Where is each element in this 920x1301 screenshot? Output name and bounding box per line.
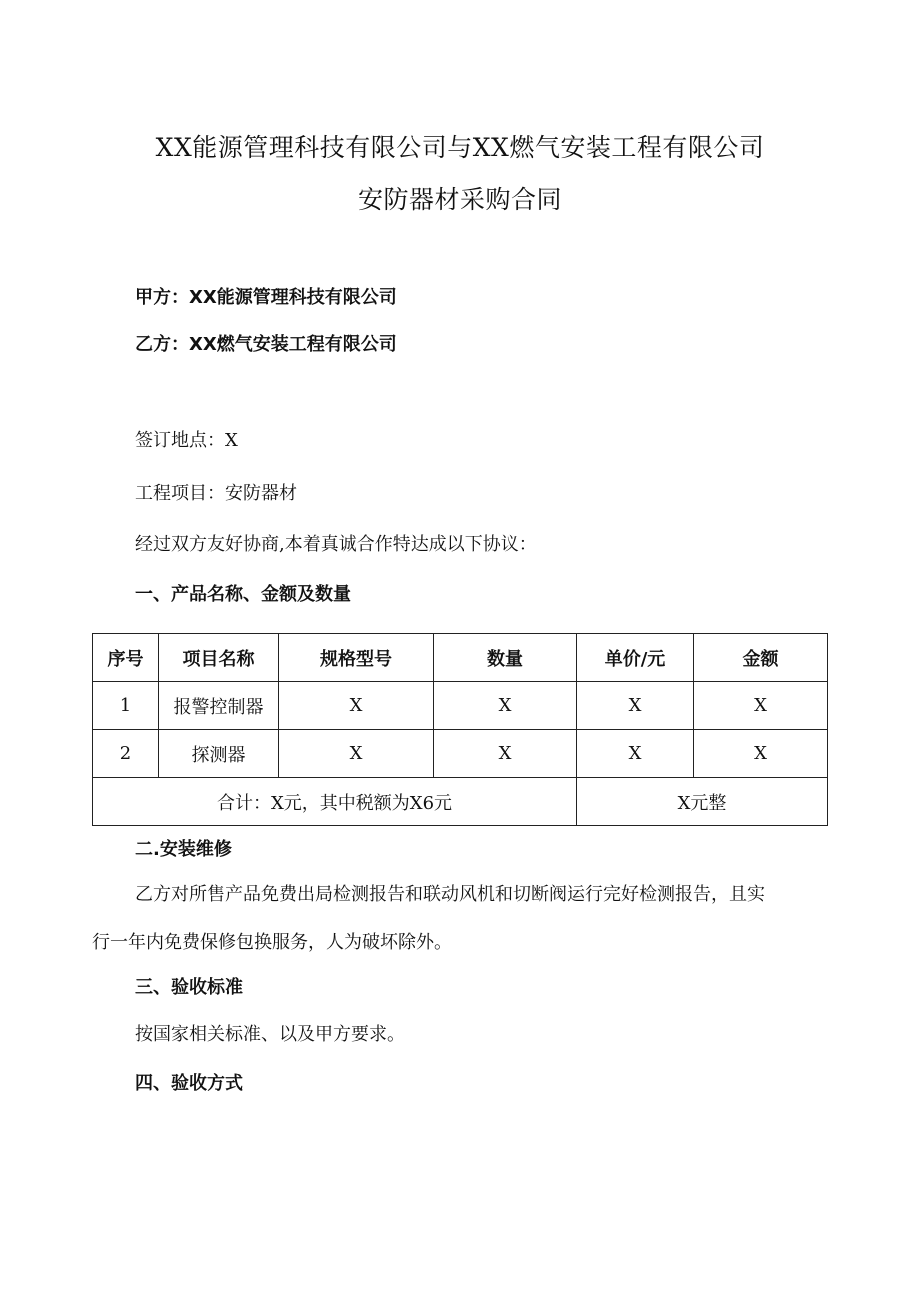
header-cell: 项目名称: [159, 634, 279, 682]
product-table: [92, 633, 828, 826]
total-label-cell: 合计：X元，其中税额为X6元: [93, 778, 577, 826]
section3-heading: 三、验收标准: [135, 977, 243, 998]
table-cell: X: [694, 730, 828, 778]
table-cell: 报警控制器: [159, 682, 279, 730]
party-a: 甲方：XX能源管理科技有限公司: [135, 287, 397, 308]
contract-title-line1: XX能源管理科技有限公司与XX燃气安装工程有限公司: [155, 133, 765, 162]
header-cell: 规格型号: [279, 634, 434, 682]
project-name: 工程项目：安防器材: [135, 483, 297, 504]
table-cell: X: [577, 682, 694, 730]
section4-heading: 四、验收方式: [135, 1073, 243, 1094]
section1-heading: 一、产品名称、金额及数量: [135, 584, 351, 605]
table-header-row: [93, 634, 828, 682]
section2-body-line1: 乙方对所售产品免费出局检测报告和联动风机和切断阀运行完好检测报告，且实: [135, 884, 765, 905]
header-cell: 单价/元: [577, 634, 694, 682]
table-cell: X: [577, 730, 694, 778]
table-cell: X: [694, 682, 828, 730]
header-cell: 数量: [434, 634, 577, 682]
header-cell: 金额: [694, 634, 828, 682]
table-row: [93, 682, 828, 730]
table-cell: X: [434, 682, 577, 730]
table-cell: 2: [93, 730, 159, 778]
section2-heading: 二.安装维修: [135, 839, 232, 860]
signing-location: 签订地点：X: [135, 430, 238, 451]
table-cell: 探测器: [159, 730, 279, 778]
table-cell: 1: [93, 682, 159, 730]
table-row: [93, 730, 828, 778]
contract-title-line2: 安防器材采购合同: [357, 185, 562, 214]
section2-body-line2: 行一年内免费保修包换服务，人为破坏除外。: [92, 932, 452, 953]
header-cell: 序号: [93, 634, 159, 682]
table-cell: X: [434, 730, 577, 778]
table-cell: X: [279, 682, 434, 730]
table-total-row: [93, 778, 828, 826]
party-b: 乙方：XX燃气安装工程有限公司: [135, 334, 397, 355]
total-amount-cell: X元整: [577, 778, 828, 826]
section3-body: 按国家相关标准、以及甲方要求。: [135, 1024, 405, 1045]
agreement-intro: 经过双方友好协商,本着真诚合作特达成以下协议：: [135, 534, 537, 555]
table-cell: X: [279, 730, 434, 778]
